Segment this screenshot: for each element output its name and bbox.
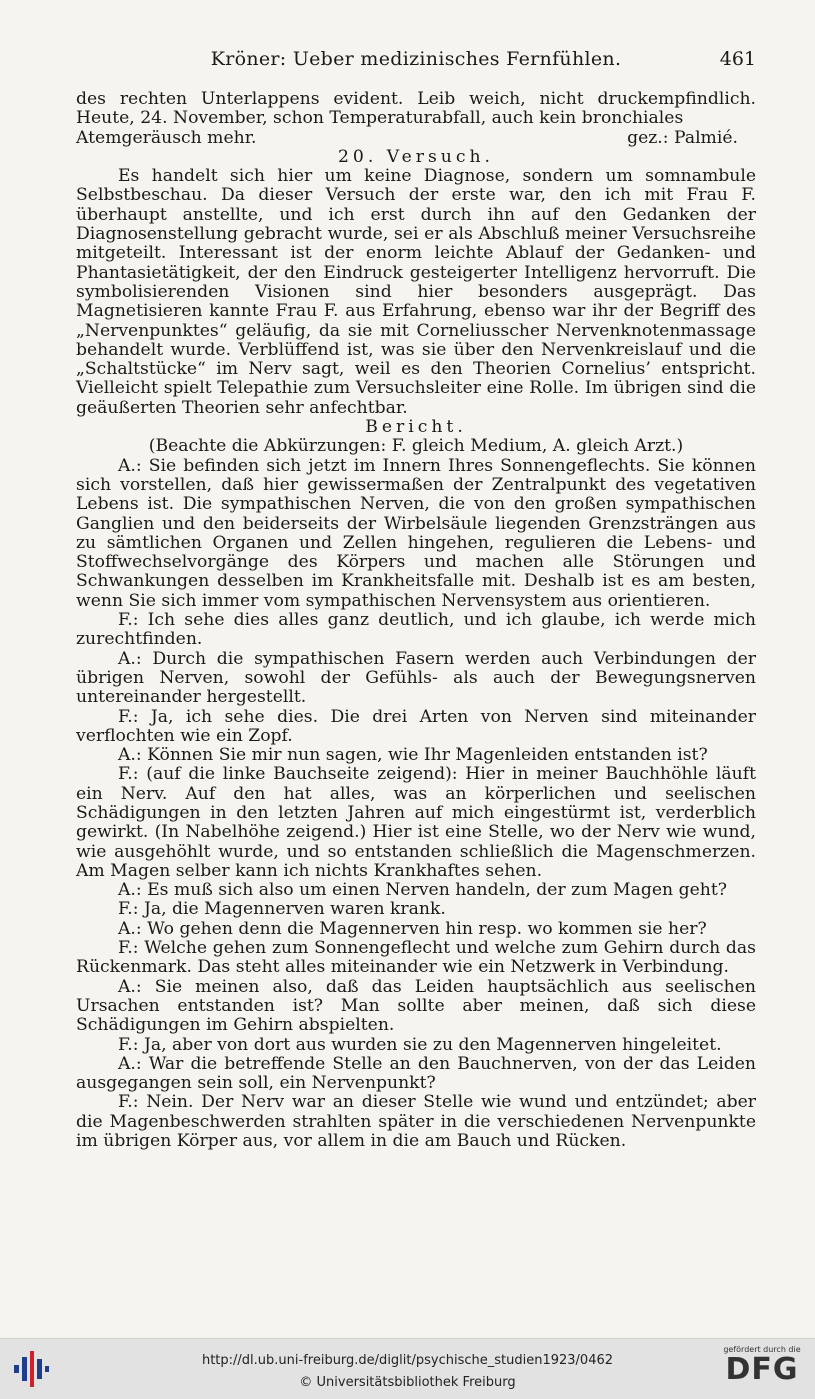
section-heading-bericht: Bericht. bbox=[365, 417, 467, 438]
dialogue-line: A.: Sie meinen also, daß das Leiden hauptsächlich aus seelischen Ursachen entstanden ist? Man sollte aber meinen, daß sich diese Schädigungen im Gehirn abspielten. bbox=[76, 976, 756, 1036]
dialogue-line: A.: Können Sie mir nun sagen, wie Ihr Magenleiden entstanden ist? bbox=[118, 745, 708, 766]
dialogue-line: A.: War die betreffende Stelle an den Bauchnerven, von der das Leiden ausgegangen sein soll, ein Nervenpunkt? bbox=[76, 1053, 756, 1094]
paragraph-end: Atemgeräusch mehr. bbox=[76, 127, 257, 148]
section-heading-versuch: 20. Versuch. bbox=[337, 146, 495, 167]
abbreviation-note: (Beachte die Abkürzungen: F. gleich Medium, A. gleich Arzt.) bbox=[148, 436, 684, 457]
paragraph: Es handelt sich hier um keine Diagnose, sondern um somnambule Selbstbeschau. Da dieser Versuch der erste war, den ich mit Frau F. überhaupt anstellte, und ich erst durch ihn auf den Gedanken der Diagnosenstellung gebracht wurde, sei er als Abschluß meiner Versuchsreihe mitgeteilt. Interessant ist der enorm leichte Ablauf der Gedanken- und Phantasietätigkeit, der den Eindruck gesteigerter Intelligenz hervorruft. Die symbolisierenden Visionen sind hier besonders ausgeprägt. Das Magnetisieren kannte Frau F. aus Erfahrung, ebenso war ihr der Begriff des „Nervenpunktes“ geläufig, da sie mit Corneliusscher Nervenknotenmassage behandelt wurde. Verblüffend ist, was sie über den Nervenkreislauf und die „Schaltstücke“ im Nerv sagt, weil es den Theorien Cornelius’ entspricht. Vielleicht spielt Telepathie zum Versuchsleiter eine Rolle. Im übrigen sind die geäußerten Theorien sehr anfechtbar. bbox=[76, 166, 756, 418]
paragraph: des rechten Unterlappens evident. Leib weich, nicht druckempfindlich. Heute, 24. November, schon Temperaturabfall, auch kein bronchiales bbox=[76, 89, 756, 129]
dfg-wordmark: DFG bbox=[725, 1352, 799, 1387]
dialogue-line: A.: Es muß sich also um einen Nerven handeln, der zum Magen geht? bbox=[118, 880, 727, 901]
dialogue-line: A.: Sie befinden sich jetzt im Innern Ihres Sonnengeflechts. Sie können sich vorstellen, daß hier gewissermaßen der Zentralpunkt des vegetativen Lebens ist. Die sympathischen Nerven, die von den großen sympathischen Ganglien und den beiderseits der Wirbelsäule liegenden Grenzsträngen aus zu sämtlichen Organen und Zellen hingehen, regulieren die Lebens- und Stoffwechselvorgänge des Körpers und machen alle Störungen und Schwankungen desselben im Krankheitsfalle mit. Deshalb ist es am besten, wenn Sie sich immer vom sympathischen Nervensystem aus orientieren. bbox=[76, 455, 756, 611]
dialogue-line: F.: Ich sehe dies alles ganz deutlich, und ich glaube, ich werde mich zurechtfinden. bbox=[76, 610, 756, 650]
dialogue-line: F.: Ja, aber von dort aus wurden sie zu den Magennerven hingeleitet. bbox=[118, 1034, 722, 1055]
dfg-caption: gefördert durch die bbox=[723, 1345, 801, 1354]
dialogue-line: A.: Wo gehen denn die Magennerven hin resp. wo kommen sie her? bbox=[118, 918, 707, 939]
signature-line bbox=[76, 129, 756, 148]
dfg-logo bbox=[719, 1345, 805, 1395]
dialogue-line: F.: Nein. Der Nerv war an dieser Stelle wie wund und entzündet; aber die Magenbeschwerden strahlten später in die verschiedenen Nervenpunkte im übrigen Körper aus, vor allem in die am Bauch und Rücken. bbox=[76, 1092, 756, 1152]
viewer-footer bbox=[0, 1338, 815, 1399]
copyright-notice: © Universitätsbibliothek Freiburg bbox=[299, 1375, 516, 1390]
signature: gez.: Palmié. bbox=[627, 127, 738, 148]
dialogue-line: F.: Ja, ich sehe dies. Die drei Arten von Nerven sind miteinander verflochten wie ein Zopf. bbox=[76, 706, 756, 746]
running-title: Kröner: Ueber medizinisches Fernfühlen. bbox=[210, 48, 622, 70]
dialogue-line: F.: (auf die linke Bauchseite zeigend): Hier in meiner Bauchhöhle läuft ein Nerv. Auf den hat alles, was an körperlichen und seelischen Schädigungen in den letzten Jahren auf mich eingestürmt ist, verderblich gewirkt. (In Nabelhöhe zeigend.) Hier ist eine Stelle, wo der Nerv wie wund, wie ausgehöhlt wurde, und so entstanden schließlich die Magenschmerzen. Am Magen selber kann ich nichts Krankhaftes sehen. bbox=[76, 764, 756, 881]
page-number: 461 bbox=[719, 48, 756, 70]
dialogue-line: A.: Durch die sympathischen Fasern werden auch Verbindungen der übrigen Nerven, sowohl der Gefühls- als auch der Bewegungsnerven untereinander hergestellt. bbox=[76, 648, 756, 708]
dialogue-line: F.: Welche gehen zum Sonnengeflecht und welche zum Gehirn durch das Rückenmark. Das steht alles miteinander wie ein Netzwerk in Verbindung. bbox=[76, 938, 756, 978]
running-header bbox=[76, 48, 756, 78]
permalink-url[interactable]: http://dl.ub.uni-freiburg.de/diglit/psychische_studien1923/0462 bbox=[201, 1353, 614, 1368]
page-body bbox=[76, 90, 756, 1151]
dialogue-line: F.: Ja, die Magennerven waren krank. bbox=[118, 899, 446, 920]
